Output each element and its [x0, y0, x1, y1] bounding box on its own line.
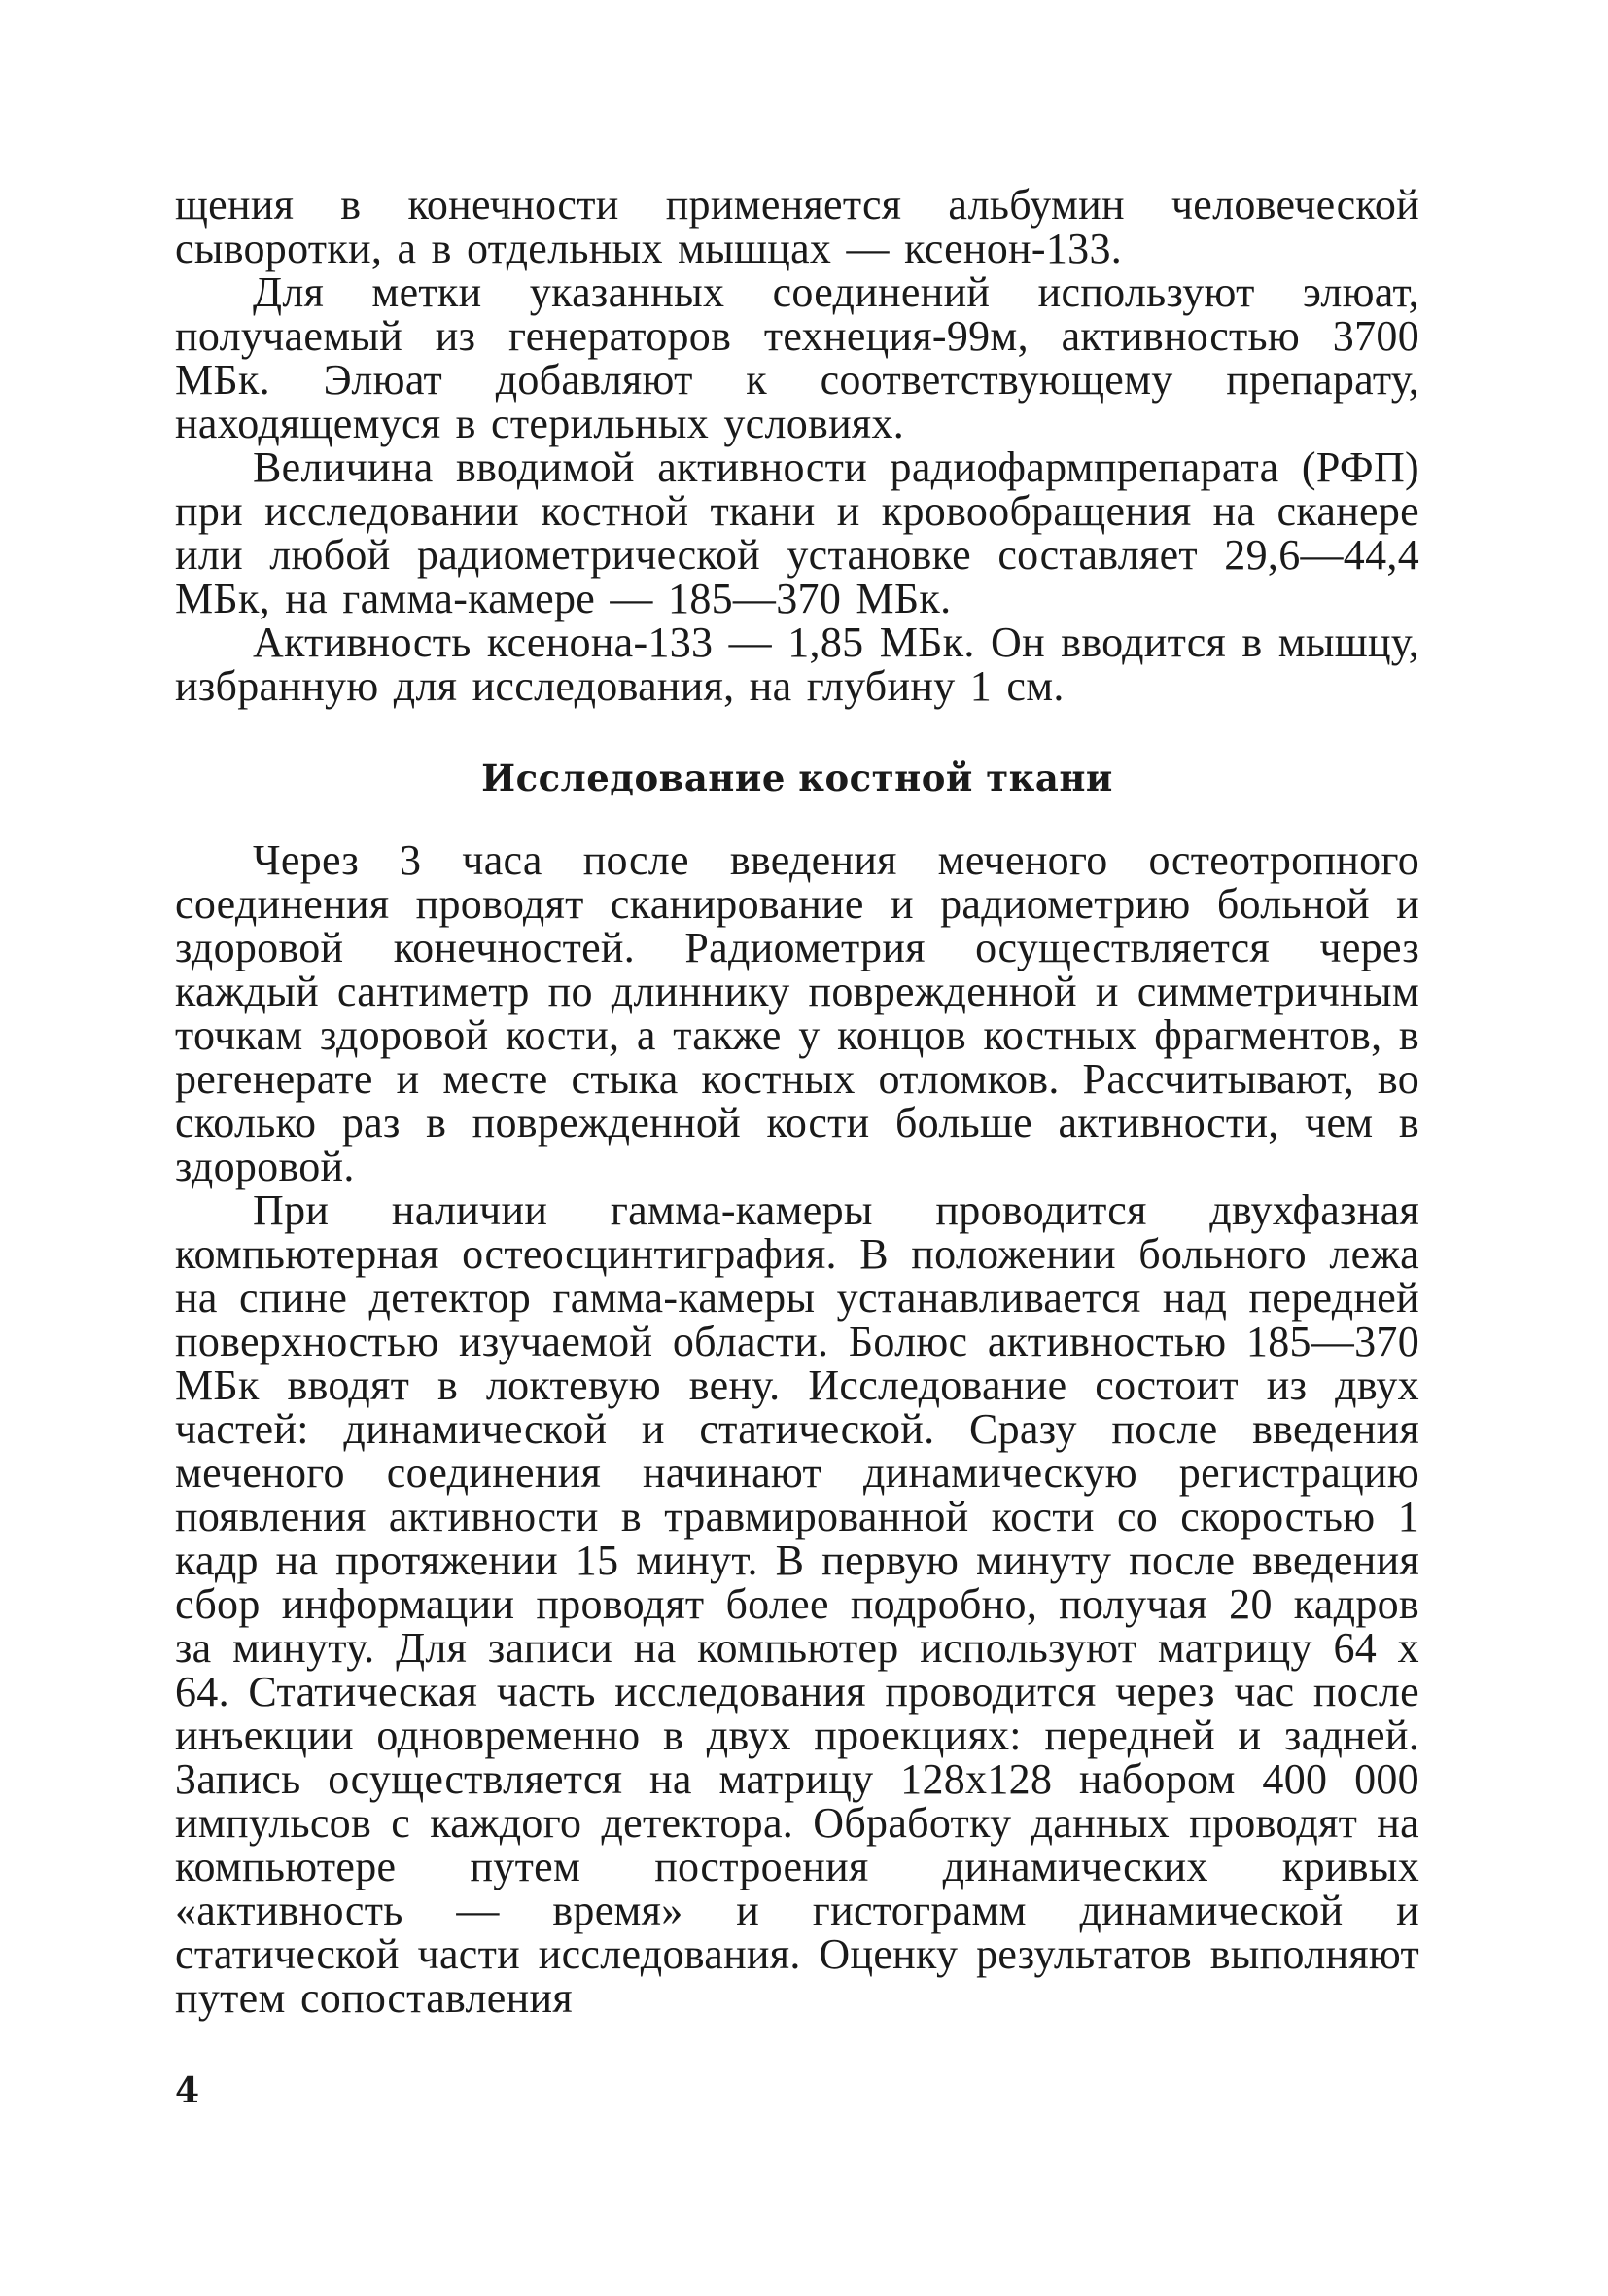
- paragraph-continuation: щения в конечности применяется альбумин человеческой сыворотки, а в отдельных мышцах — ксенон-133.: [175, 181, 1419, 272]
- paragraph-xenon: Активность ксенона-133 — 1,85 МБк. Он вводится в мышцу, избранную для исследования, на глубину 1 см.: [175, 618, 1419, 710]
- paragraph-scanning: Через 3 часа после введения меченого остеотропного соединения проводят сканирование и радиометрию больной и здоровой конечностей. Радиометрия осуществляется через каждый сантиметр по длиннику поврежденной и симметричным точкам здоровой кости, а также у концов костных фрагментов, в регенерате и месте стыка костных отломков. Рассчитывают, во сколько раз в поврежденной кости больше активности, чем в здоровой.: [175, 836, 1419, 1190]
- paragraph-gamma-camera: При наличии гамма-камеры проводится двухфазная компьютерная остеосцинтиграфия. В положении больного лежа на спине детектор гамма-камеры устанавливается над передней поверхностью изучаемой области. Болюс активностью 185—370 МБк вводят в локтевую вену. Исследование состоит из двух частей: динамической и статической. Сразу после введения меченого соединения начинают динамическую регистрацию появления активности в травмированной кости со скоростью 1 кадр на протяжении 15 минут. В первую минуту после введения сбор информации проводят более подробно, получая 20 кадров за минуту. Для записи на компьютер используют матрицу 64 х 64. Статическая часть исследования проводится через час после инъекции одновременно в двух проекциях: передней и задней. Запись осуществляется на матрицу 128х128 набором 400 000 импульсов с каждого детектора. Обработку данных проводят на компьютере путем построения динамических кривых «активность — время» и гистограмм динамической и статической части исследования. Оценку результатов выполняют путем сопоставления: [175, 1186, 1419, 2022]
- page-body: [175, 183, 1419, 2225]
- paragraph-activity-dose: Величина вводимой активности радиофармпрепарата (РФП) при исследовании костной ткани и кровообращения на сканере или любой радиометрической установке составляет 29,6—44,4 МБк, на гамма-камере — 185—370 МБк.: [175, 443, 1419, 622]
- section-heading: Исследование костной ткани: [481, 757, 1113, 799]
- page-number: 4: [175, 2070, 200, 2111]
- paragraph-eluate: Для метки указанных соединений используют элюат, получаемый из генераторов технеция-99м, активностью 3700 МБк. Элюат добавляют к соответствующему препарату, находящемуся в стерильных условиях.: [175, 268, 1419, 447]
